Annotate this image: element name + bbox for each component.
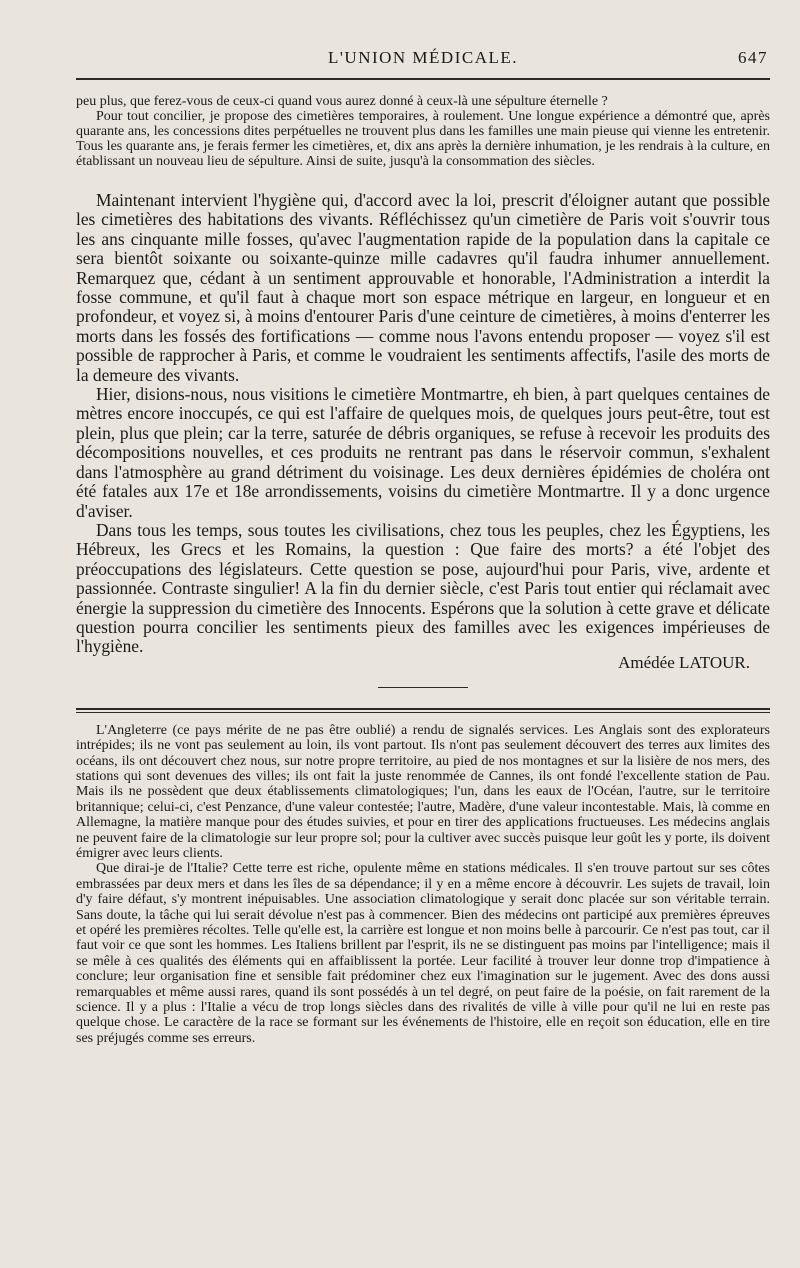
page-number: 647 <box>738 48 768 67</box>
running-head <box>76 44 770 72</box>
paragraph: Dans tous les temps, sous toutes les civilisations, chez tous les peuples, chez les Égyptiens, les Hébreux, les Grecs et les Romains, la question : Que faire des morts? a été l'objet des préoccupations des législateurs. Cette question se pose, aujourd'hui pour Paris, vive, ardente et passionnée. Contraste singulier! A la fin du dernier siècle, c'est Paris tout entier qui réclamait avec énergie la suppression du cimetière des Innocents. Espérons que la solution à cette grave et délicate question pourra concilier les sentiments pieux des familles avec les exigences impérieuses de l'hygiène. <box>76 519 770 657</box>
journal-title: L'UNION MÉDICALE. <box>327 48 519 67</box>
paragraph: Hier, disions-nous, nous visitions le cimetière Montmartre, eh bien, à part quelques centaines de mètres encore inoccupés, ce qui est l'affaire de quelques mois, de quelques jours peut-être, tout est plein, plus que plein; car la terre, saturée de débris organiques, se refuse à recevoir les produits des décompositions nouvelles, et ces produits ne rentrant pas dans le réservoir commun, s'exhalent dans l'atmosphère au grand détriment du voisinage. Les deux dernières épidémies de choléra ont été fatales aux 17e et 18e arrondissements, voisins du cimetière Montmartre. Il y a donc urgence d'aviser. <box>76 384 770 521</box>
paragraph: L'Angleterre (ce pays mérite de ne pas être oublié) a rendu de signalés services. Les Anglais sont des explorateurs intrépides; ils ne vont pas seulement au loin, ils vont partout. Ils n'ont pas seulement découvert des terres aux limites des océans, ils ont découvert chez nous, sur notre propre territoire, au pied de nos montagnes et sur la lisière de nos mers, des stations qui sont devenues des villes; ils ont fait la juste renommée de Cannes, ils ont fondé l'excellente station de Pau. Mais ils ne possèdent que deux établissements climatologiques; l'un, dans les eaux de l'Océan, l'autre, sur le territoire britannique; celui-ci, c'est Penzance, d'une valeur contestée; l'autre, Madère, d'une valeur incontestable. Mais, là comme en Allemagne, la matière manque pour des études suivies, et pour en tirer des applications fructueuses. Les médecins anglais ne peuvent faire de la climatologie sur leur propre sol; pour la cultiver avec succès puisque leur goût les y porte, ils doivent émigrer avec leurs clients. <box>76 722 770 861</box>
paragraph: peu plus, que ferez-vous de ceux-ci quand vous aurez donné à ceux-là une sépulture éternelle ? <box>76 94 608 109</box>
author-signature: Amédée LATOUR. <box>618 652 750 672</box>
main-article <box>76 191 770 673</box>
feuilleton-section <box>76 723 770 1047</box>
header-rule <box>76 78 770 80</box>
paragraph: Pour tout concilier, je propose des cimetières temporaires, à roulement. Une longue expérience a démontré que, après quarante ans, les concessions dites perpétuelles ne trouvent plus dans les familles une main pieuse qui vienne les entretenir. Tous les quarante ans, je ferais fermer les cimetières, et, dix ans après la dernière inhumation, je les rendrais à la culture, en établissant un nouveau lieu de sépulture. Ainsi de suite, jusqu'à la consommation des siècles. <box>76 109 770 169</box>
paragraph: Que dirai-je de l'Italie? Cette terre est riche, opulente même en stations médicales. Il s'en trouve partout sur ses côtes embrassées par deux mers et dans les îles de sa dépendance; il y en a même encore à découvrir. Les sujets de travail, loin d'y faire défaut, s'y montrent inépuisables. Une association climatologique y serait donc placée sur son véritable terrain. Sans doute, la tâche qui lui serait dévolue n'est pas à commencer. Bien des médecins ont participé aux premières épreuves et opéré les premières récoltes. Telle qu'elle est, la carrière est longue et non moins belle à parcourir. Ce n'est pas tout, car il faut voir ce que sont les hommes. Les Italiens brillent par l'esprit, ils ne se distinguent pas moins par l'intelligence; mais il se mêle à ces qualités des éléments qui en affaiblissent la portée. Leur facilité à trouver leur donne trop d'impatience à conclure; leur organisation fine et sensible fait prédominer chez eux l'imagination sur le jugement. Avec des dons aussi remarquables et même aussi rares, quand ils sont possédés à un tel degré, on peut faire de la poésie, on fait rarement de la science. Il y a plus : l'Italie a vécu de trop longs siècles dans des rivalités de ville à ville pour qu'il ne lui en reste pas quelque chose. Le caractère de la race se formant sur les événements de l'histoire, elle en reçoit son éducation, elle en tire ses préjugés comme ses erreurs. <box>76 861 770 1046</box>
paragraph: Maintenant intervient l'hygiène qui, d'accord avec la loi, prescrit d'éloigner autant que possible les cimetières des habitations des vivants. Réfléchissez qu'un cimetière de Paris voit s'ouvrir tous les ans cinquante mille fosses, qu'avec l'augmentation rapide de la population dans la capitale ce sera bientôt soixante ou soixante-quinze mille cadavres qu'il faudra inhumer annuellement. Remarquez que, cédant à un sentiment approuvable et honorable, l'Administration a interdit la fosse commune, et qu'il faut à chaque mort son espace métrique en largeur, en longueur et en profondeur, et voyez si, à moins d'entourer Paris d'une ceinture de cimetières, à moins d'enterrer les morts dans les fossés des fortifications — comme nous l'avons entendu proposer — voyez s'il est possible de rapprocher à Paris, et comme le voudraient les sentiments affectifs, l'asile des morts de la demeure des vivants. <box>76 190 770 385</box>
feuilleton-rule <box>76 708 770 713</box>
previous-article-end <box>76 94 770 169</box>
section-separator <box>378 687 468 688</box>
